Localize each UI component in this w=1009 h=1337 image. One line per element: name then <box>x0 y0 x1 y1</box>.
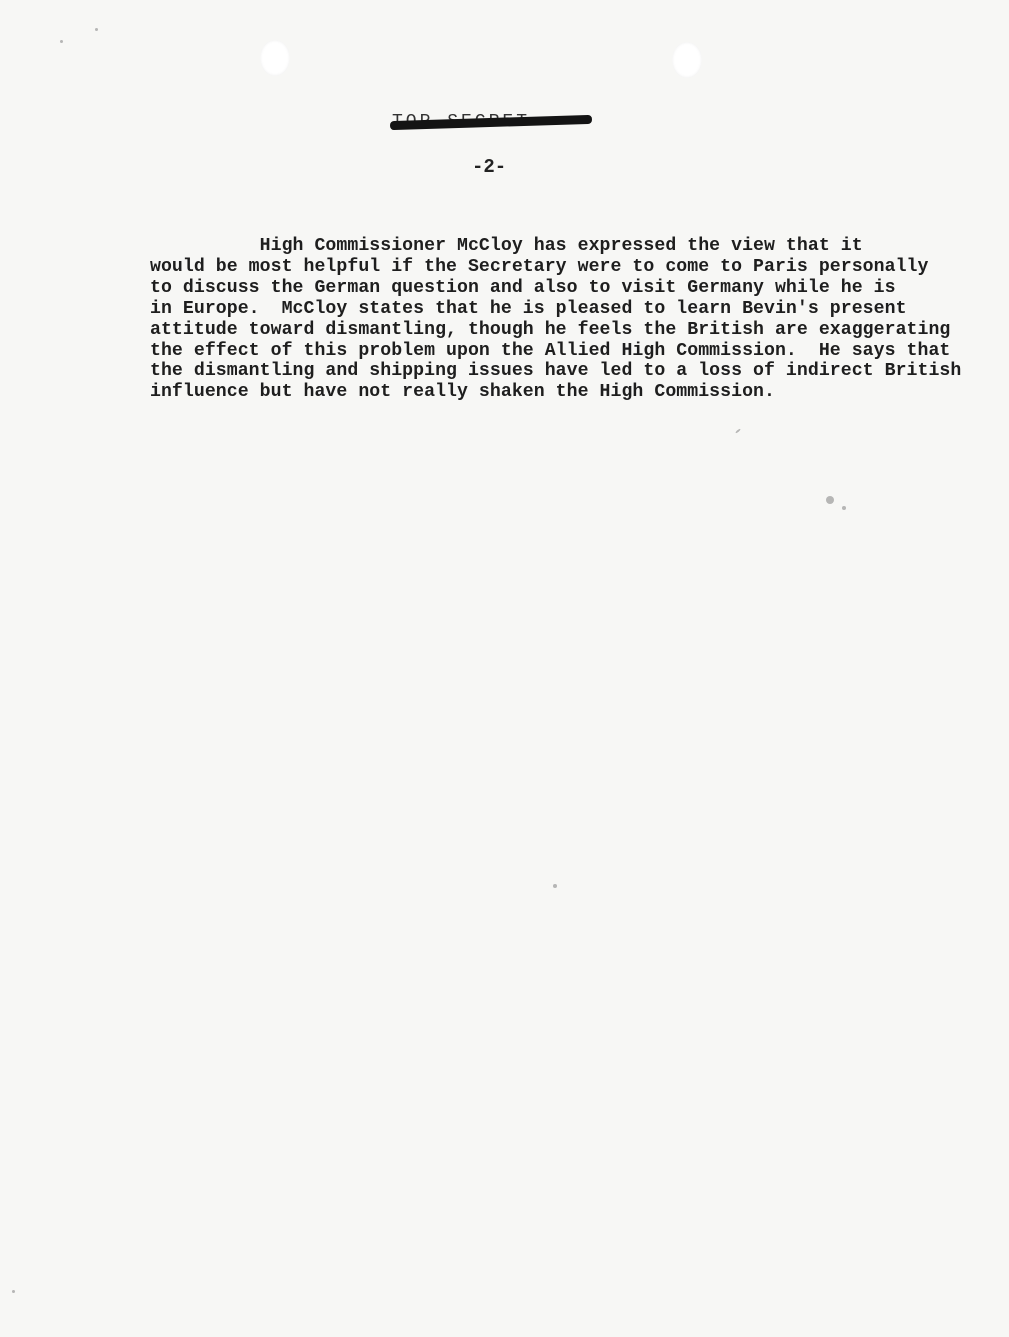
classification-marking <box>392 112 592 130</box>
paper-speck <box>553 884 557 888</box>
paragraph-line: to discuss the German question and also to visit Germany while he is <box>150 277 896 298</box>
paragraph-line: High Commissioner McCloy has expressed the view that it <box>150 236 863 256</box>
body-paragraph <box>150 236 970 403</box>
paragraph-line: the dismantling and shipping issues have led to a loss of indirect British <box>150 361 962 382</box>
paragraph-line: the effect of this problem upon the Allied High Commission. He says that <box>150 340 951 361</box>
paragraph-line: attitude toward dismantling, though he feels the British are exaggerating <box>150 319 951 340</box>
paper-speck <box>12 1290 15 1293</box>
paper-speck <box>95 28 98 31</box>
punch-hole-right <box>672 42 702 78</box>
paragraph-line: influence but have not really shaken the High Commission. <box>150 382 775 403</box>
paragraph-line: would be most helpful if the Secretary were to come to Paris personally <box>150 256 929 277</box>
paragraph-line: in Europe. McCloy states that he is pleased to learn Bevin's present <box>150 298 907 319</box>
punch-hole-left <box>260 40 290 76</box>
paper-speck <box>842 506 846 510</box>
paper-speck <box>826 496 834 504</box>
paper-speck <box>735 428 741 433</box>
paper-speck <box>60 40 63 43</box>
page-number: -2- <box>472 156 507 178</box>
